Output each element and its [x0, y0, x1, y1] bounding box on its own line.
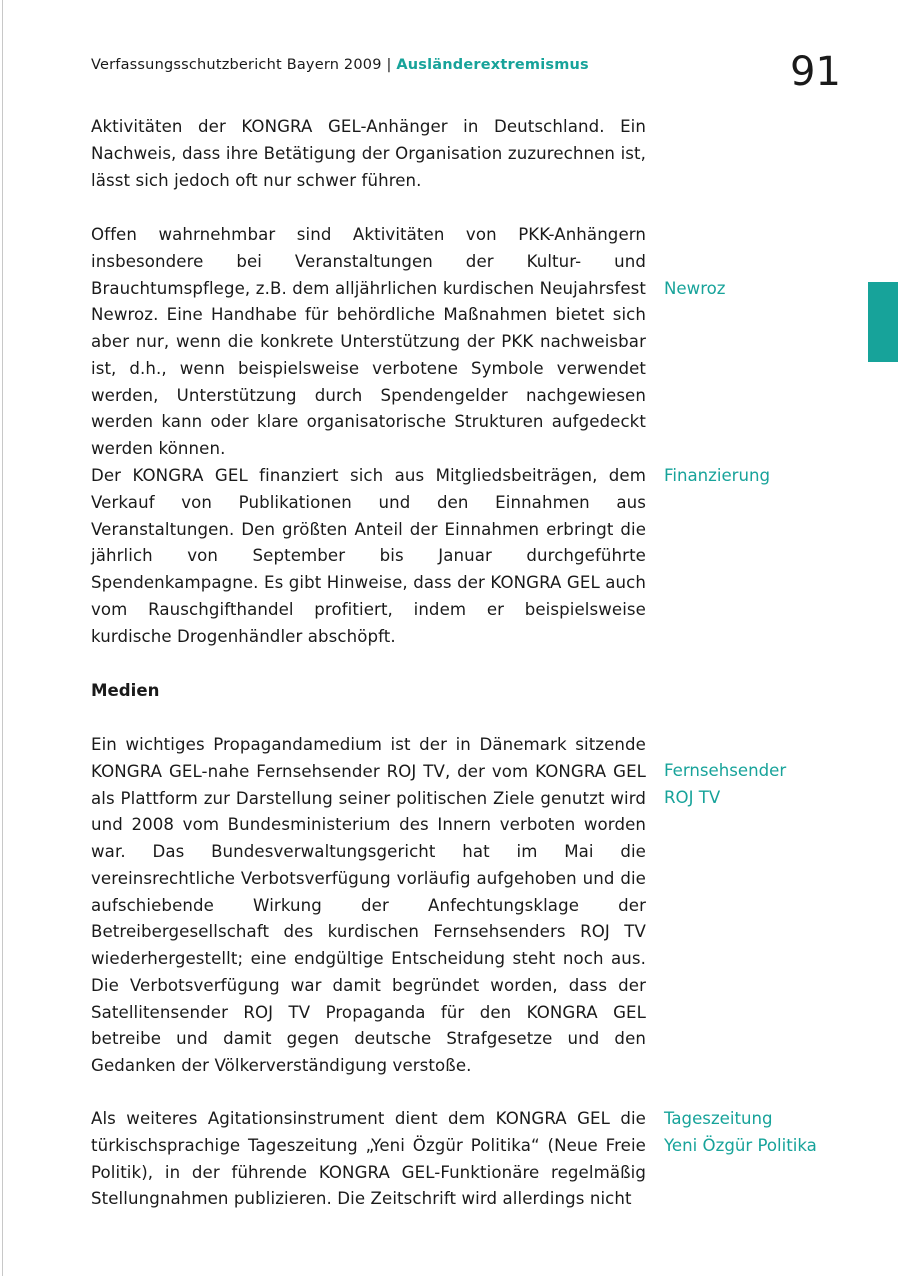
- paragraph-yeni-ozgur-politika: Als weiteres Agitationsinstrument dient dem KONGRA GEL die türkischsprachige Tageszeitung „Yeni Özgür Politika“ (Neue Freie Politik), in der führende KONGRA GEL-Funktionäre regelmäßig Stellungnahmen publizieren. Die Zeitschrift wird allerdings nicht: [91, 1109, 646, 1209]
- section-heading-medien: Medien: [91, 681, 160, 700]
- header-separator: |: [386, 57, 392, 73]
- paragraph-roj-tv: Ein wichtiges Propagandamedium ist der in Dänemark sitzende KONGRA GEL-nahe Fernsehsender ROJ TV, der vom KONGRA GEL als Plattform zur Darstellung seiner politischen Ziele genutzt wird und 2008 vom Bundesministerium des Innern verboten worden war. Das Bundesverwaltungsgericht hat im Mai die vereinsrechtliche Verbotsverfügung vorläufig aufgehoben und die aufschiebende Wirkung der Anfechtungsklage der Betreibergesellschaft des kurdischen Fernsehsenders ROJ TV wiederhergestellt; eine endgültige Entscheidung steht noch aus. Die Verbotsverfügung war damit begründet worden, dass der Satellitensender ROJ TV Propaganda für den KONGRA GEL betreibe und damit gegen deutsche Strafgesetze und den Gedanken der Völkerverständigung verstoße.: [91, 735, 646, 1075]
- page-edge-rule: [2, 0, 3, 1276]
- running-head: [91, 57, 589, 73]
- margin-note-fernsehsender: [664, 758, 786, 812]
- paragraph-financing: Der KONGRA GEL finanziert sich aus Mitgliedsbeiträgen, dem Verkauf von Publikationen und den Einnahmen aus Veranstaltungen. Den größten Anteil der Einnahmen erbringt die jährlich von September bis Januar durchgeführte Spendenkampagne. Es gibt Hinweise, dass der KONGRA GEL auch vom Rauschgifthandel profitiert, indem er beispielsweise kurdische Drogenhändler abschöpft.: [91, 466, 646, 646]
- margin-note-newroz: Newroz: [664, 279, 726, 298]
- report-title: Verfassungsschutzbericht Bayern 2009: [91, 57, 382, 73]
- margin-note-fernsehsender-line2: ROJ TV: [664, 787, 721, 807]
- section-title: Ausländerextremismus: [396, 57, 589, 73]
- paragraph-kongra-activities: Aktivitäten der KONGRA GEL-Anhänger in Deutschland. Ein Nachweis, dass ihre Betätigung der Organisation zuzurechnen ist, lässt sich jedoch oft nur schwer führen.: [91, 117, 646, 190]
- chapter-thumb-tab: [868, 282, 898, 362]
- margin-note-tageszeitung-line2: Yeni Özgür Politika: [664, 1135, 817, 1155]
- margin-note-tageszeitung: [664, 1106, 817, 1160]
- margin-note-finanzierung: Finanzierung: [664, 466, 771, 485]
- page-number: 91: [790, 49, 841, 95]
- margin-note-tageszeitung-line1: Tageszeitung: [664, 1109, 773, 1128]
- paragraph-pkk-newroz: Offen wahrnehmbar sind Aktivitäten von PKK-Anhängern insbesondere bei Veranstaltungen der Kultur- und Brauchtumspflege, z.B. dem alljährlichen kurdischen Neujahrsfest Newroz. Eine Handhabe für behördliche Maßnahmen bietet sich aber nur, wenn die konkrete Unterstützung der PKK nachweisbar ist, d.h., wenn beispielsweise verbotene Symbole verwendet werden, Unterstützung durch Spendengelder nachgewiesen werden kann oder klare organisatorische Strukturen aufgedeckt werden können.: [91, 225, 646, 458]
- margin-note-fernsehsender-line1: Fernsehsender: [664, 761, 787, 780]
